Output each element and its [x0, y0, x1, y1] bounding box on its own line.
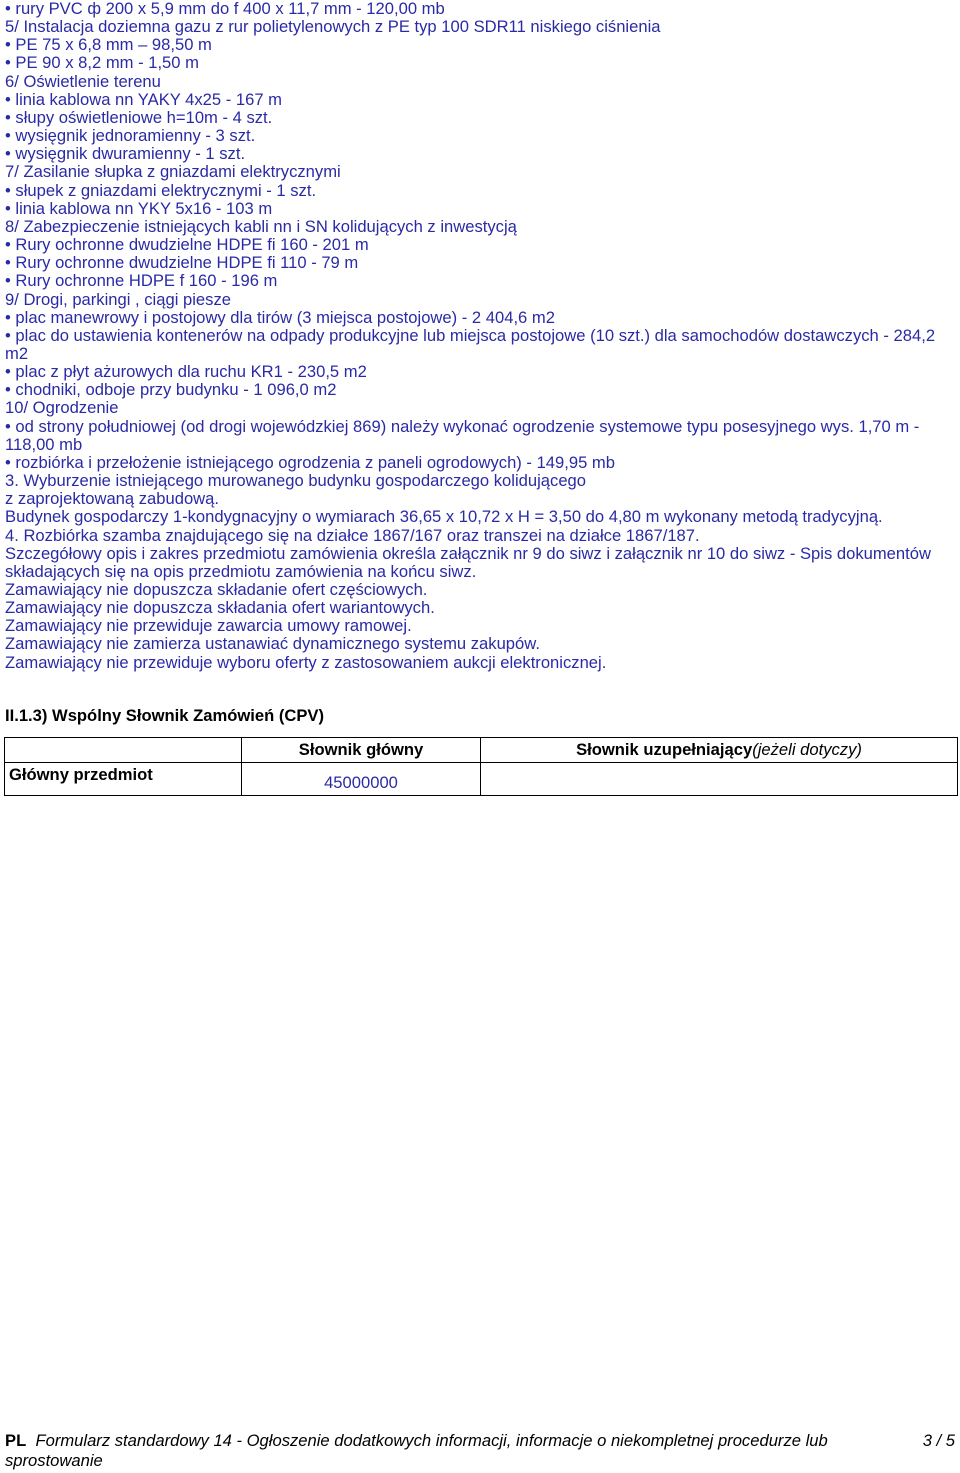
- content-line: • Rury ochronne dwudzielne HDPE fi 160 - 201 m: [5, 235, 369, 255]
- content-line: Szczegółowy opis i zakres przedmiotu zamówienia określa załącznik nr 9 do siwz i załącznik nr 10 do siwz - Spis dokumentów składających się na opis przedmiotu zamówienia na końcu siwz.: [5, 543, 931, 581]
- content-line: 10/ Ogrodzenie: [5, 398, 119, 418]
- content-line: • od strony południowej (od drogi wojewódzkiej 869) należy wykonać ogrodzenie systemowe typu posesyjnego wys. 1,70 m - 118,00 mb: [5, 416, 920, 454]
- cpv-empty-cell: [5, 738, 242, 763]
- footer-lang: PL: [5, 1431, 27, 1450]
- content-line: • wysięgnik dwuramienny - 1 szt.: [5, 144, 246, 164]
- content-line: • PE 75 x 6,8 mm – 98,50 m: [5, 35, 212, 55]
- content-line: • PE 90 x 8,2 mm - 1,50 m: [5, 53, 199, 73]
- content-line: • plac do ustawienia kontenerów na odpady produkcyjne lub miejsca postojowe (10 szt.) dla samochodów dostawczych - 284,2 m2: [5, 325, 936, 363]
- content-line: 9/ Drogi, parkingi , ciągi piesze: [5, 289, 231, 309]
- content-line: • rury PVC ф 200 x 5,9 mm do f 400 x 11,7 mm - 120,00 mb: [5, 0, 445, 18]
- cpv-main-code: 45000000: [242, 763, 481, 796]
- content-line: • Rury ochronne dwudzielne HDPE fi 110 - 79 m: [5, 253, 359, 273]
- content-line: 5/ Instalacja doziemna gazu z rur polietylenowych z PE typ 100 SDR11 niskiego ciśnienia: [5, 17, 661, 37]
- cpv-heading: II.1.3) Wspólny Słownik Zamówień (CPV): [5, 706, 325, 725]
- content-line: 7/ Zasilanie słupka z gniazdami elektrycznymi: [5, 162, 341, 182]
- content-line: • linia kablowa nn YKY 5x16 - 103 m: [5, 198, 273, 218]
- content-line: Zamawiający nie przewiduje wyboru oferty z zastosowaniem aukcji elektronicznej.: [5, 652, 607, 672]
- footer-form-title: Formularz standardowy 14 - Ogłoszenie dodatkowych informacji, informacje o niekompletnej procedurze lub sprostowanie: [5, 1431, 828, 1470]
- content-line: • rozbiórka i przełożenie istniejącego ogrodzenia z paneli ogrodowych) - 149,95 mb: [5, 452, 615, 472]
- content-line: • słupy oświetleniowe h=10m - 4 szt.: [5, 107, 273, 127]
- cpv-main-row: [5, 763, 958, 796]
- content-line: Zamawiający nie dopuszcza składania ofert wariantowych.: [5, 598, 435, 618]
- cpv-table: [4, 737, 958, 796]
- cpv-supp-header-note: (jeżeli dotyczy): [752, 740, 862, 759]
- page-footer: [5, 1431, 955, 1471]
- cpv-supp-header: [481, 738, 958, 763]
- content-line: • chodniki, odboje przy budynku - 1 096,0 m2: [5, 380, 337, 400]
- content-line: • Rury ochronne HDPE f 160 - 196 m: [5, 271, 278, 291]
- content-line: • wysięgnik jednoramienny - 3 szt.: [5, 126, 256, 146]
- cpv-header-row: [5, 738, 958, 763]
- content-line: Zamawiający nie przewiduje zawarcia umowy ramowej.: [5, 616, 412, 636]
- cpv-row-label: Główny przedmiot: [5, 763, 242, 796]
- content-line: 6/ Oświetlenie terenu: [5, 71, 161, 91]
- content-line: Budynek gospodarczy 1-kondygnacyjny o wymiarach 36,65 x 10,72 x H = 3,50 do 4,80 m wykonany metodą tradycyjną.: [5, 507, 883, 527]
- content-line: 4. Rozbiórka szamba znajdującego się na działce 1867/167 oraz transzei na działce 1867/187.: [5, 525, 700, 545]
- content-line: 3. Wyburzenie istniejącego murowanego budynku gospodarczego kolidującego: [5, 471, 586, 491]
- content-line: • słupek z gniazdami elektrycznymi - 1 szt.: [5, 180, 317, 200]
- content-line: • linia kablowa nn YAKY 4x25 - 167 m: [5, 89, 283, 109]
- content-line: Zamawiający nie dopuszcza składanie ofert częściowych.: [5, 580, 428, 599]
- cpv-supp-header-label: Słownik uzupełniający: [576, 740, 753, 759]
- content-line: • plac manewrowy i postojowy dla tirów (3 miejsca postojowe) - 2 404,6 m2: [5, 307, 555, 327]
- content-line: z zaprojektowaną zabudową.: [5, 489, 220, 509]
- cpv-main-header: [242, 738, 481, 763]
- content-line: • plac z płyt ażurowych dla ruchu KR1 - 230,5 m2: [5, 362, 367, 382]
- cpv-main-header-label: Słownik główny: [298, 740, 424, 759]
- cpv-supp-code: [481, 763, 958, 796]
- content-line: 8/ Zabezpieczenie istniejących kabli nn i SN kolidujących z inwestycją: [5, 216, 517, 236]
- document-body: [5, 0, 955, 672]
- content-line: Zamawiający nie zamierza ustanawiać dynamicznego systemu zakupów.: [5, 634, 540, 654]
- footer-page-number: 3 / 5: [922, 1431, 955, 1450]
- footer-text: [5, 1431, 865, 1471]
